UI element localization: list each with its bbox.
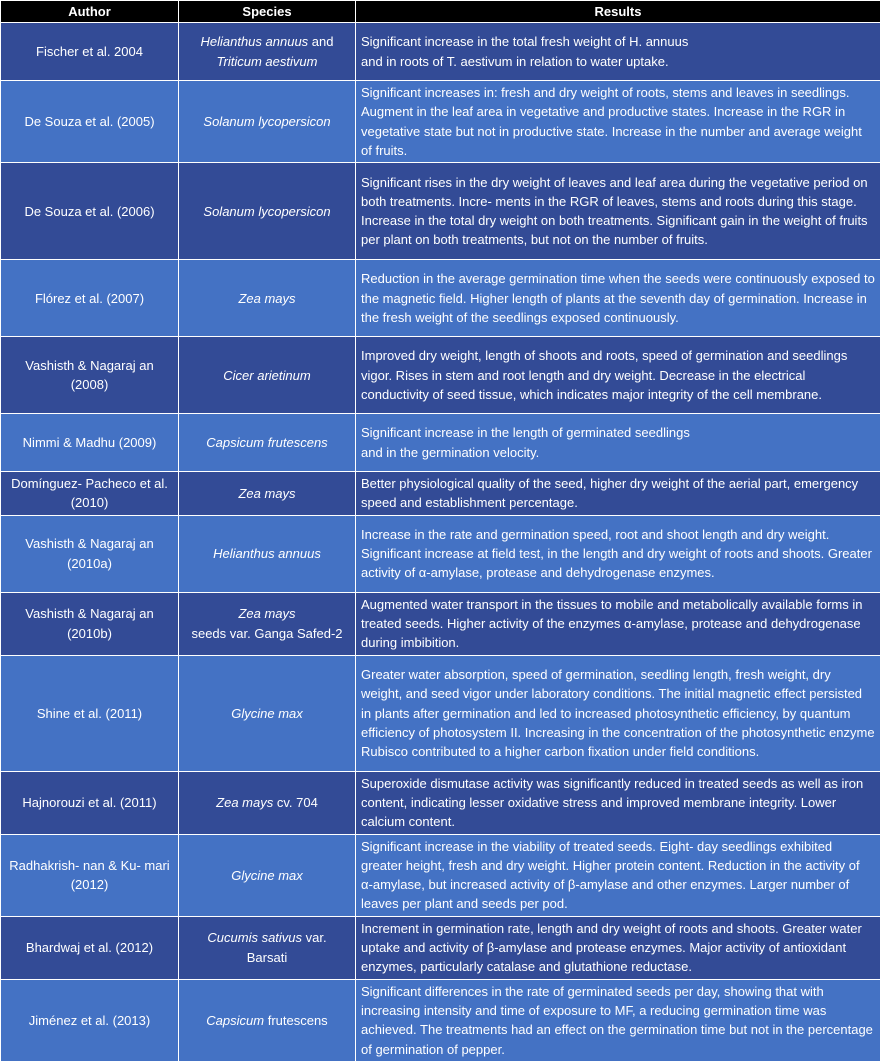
results-cell: Significant increase in the viability of treated seeds. Eight- day seedlings exhibited greater height, fresh and dry weight. Higher protein content. Reduction in the activity of α-amylase, but increased activity of β-amylase and other enzymes. Larger number of leaves per plant and seeds per pod. (356, 834, 880, 916)
author-cell: Radhakrish- nan & Ku- mari (2012) (1, 834, 179, 916)
species-segment: frutescens (264, 1013, 328, 1028)
results-cell: Improved dry weight, length of shoots and roots, speed of germination and seedlings vigor. Rises in stem and root length and dry weight. Decrease in the electrical conductivity of seed tissue, which indicates major integrity of the cell membrane. (356, 337, 880, 414)
table-row (1, 771, 880, 834)
species-segment: Glycine max (231, 706, 303, 721)
species-segment: Solanum lycopersicon (203, 204, 330, 219)
author-cell: Vashisth & Nagaraj an (2010a) (1, 515, 179, 592)
species-segment: Zea mays (216, 795, 273, 810)
author-cell: De Souza et al. (2006) (1, 163, 179, 260)
species-segment: Glycine max (231, 868, 303, 883)
species-cell (179, 337, 356, 414)
results-cell: Superoxide dismutase activity was significantly reduced in treated seeds as well as iron content, indicating lesser oxidative stress and improved membrane integrity. Lower calcium content. (356, 771, 880, 834)
author-cell: Vashisth & Nagaraj an (2010b) (1, 592, 179, 655)
species-segment: and (308, 34, 333, 49)
results-cell: Significant rises in the dry weight of leaves and leaf area during the vegetative period on both treatments. Incre- ments in the RGR of leaves, stems and roots during this stage. Increase in the total dry weight on both treatments. Significant gain in the weight of fruits per plant on both treatments, but not on the number of fruits. (356, 163, 880, 260)
table-row (1, 337, 880, 414)
table-row (1, 23, 880, 81)
table-body (1, 23, 880, 1062)
results-header: Results (356, 1, 880, 23)
results-cell: Significant increase in the total fresh weight of H. annuus and in roots of T. aestivum in relation to water uptake. (356, 23, 880, 81)
table-row (1, 414, 880, 472)
results-cell: Significant differences in the rate of germinated seeds per day, showing that with increasing intensity and time of exposure to MF, a reducing germination time was achieved. The treatments had an effect on the germination time but not in the percentage of germination of pepper. (356, 979, 880, 1061)
species-segment: var. Barsati (247, 930, 327, 964)
species-segment: Triticum aestivum (217, 54, 318, 69)
results-cell: Greater water absorption, speed of germination, seedling length, fresh weight, dry weight, and seed vigor under laboratory conditions. The initial magnetic effect persisted in plants after germination and led to increased photosynthetic efficiency, by quantum efficiency of photosystem II. Increasing in the concentration of the photosynthetic enzyme Rubisco contributed to a higher carbon fixation under field conditions. (356, 655, 880, 771)
species-segment: seeds var. Ganga Safed-2 (191, 626, 342, 641)
author-cell: Jiménez et al. (2013) (1, 979, 179, 1061)
species-segment: Capsicum frutescens (206, 435, 327, 450)
results-cell: Reduction in the average germination time when the seeds were continuously exposed to the magnetic field. Higher length of plants at the seventh day of germination. Increase in the fresh weight of the seedlings exposed continuously. (356, 260, 880, 337)
author-cell: Nimmi & Madhu (2009) (1, 414, 179, 472)
species-segment: Zea mays (238, 606, 295, 621)
results-cell: Better physiological quality of the seed, higher dry weight of the aerial part, emergency speed and establishment percentage. (356, 472, 880, 516)
species-segment: Helianthus annuus (213, 546, 321, 561)
species-cell (179, 916, 356, 979)
table-row (1, 260, 880, 337)
author-cell: Fischer et al. 2004 (1, 23, 179, 81)
table-row (1, 916, 880, 979)
author-cell: De Souza et al. (2005) (1, 81, 179, 163)
species-segment: Cicer arietinum (223, 368, 310, 383)
species-cell (179, 472, 356, 516)
species-cell (179, 592, 356, 655)
species-segment: Helianthus annuus (200, 34, 308, 49)
author-cell: Shine et al. (2011) (1, 655, 179, 771)
table-row (1, 655, 880, 771)
author-cell: Hajnorouzi et al. (2011) (1, 771, 179, 834)
results-cell: Significant increases in: fresh and dry weight of roots, stems and leaves in seedlings. Augment in the leaf area in vegetative and productive states. Increase in the RGR in vegetative state but not in productive state. Increase in the number and average weight of fruits. (356, 81, 880, 163)
table-row (1, 979, 880, 1061)
results-cell: Increase in the rate and germination speed, root and shoot length and dry weight. Significant increase at field test, in the length and dry weight of roots and shoots. Greater activity of α-amylase, protease and dehydrogenase enzymes. (356, 515, 880, 592)
species-cell (179, 979, 356, 1061)
species-cell (179, 260, 356, 337)
species-cell (179, 414, 356, 472)
table-row (1, 472, 880, 516)
species-segment: Zea mays (238, 486, 295, 501)
species-cell (179, 81, 356, 163)
header-row (1, 1, 880, 23)
table-row (1, 515, 880, 592)
author-header: Author (1, 1, 179, 23)
species-cell (179, 515, 356, 592)
species-segment: Cucumis sativus (207, 930, 302, 945)
species-segment: Capsicum (206, 1013, 264, 1028)
results-cell: Increment in germination rate, length and dry weight of roots and shoots. Greater water uptake and activity of β-amylase and protease enzymes. Major activity of antioxidant enzymes, particularly catalase and glutathione reductase. (356, 916, 880, 979)
author-cell: Domínguez- Pacheco et al. (2010) (1, 472, 179, 516)
author-cell: Flórez et al. (2007) (1, 260, 179, 337)
author-cell: Bhardwaj et al. (2012) (1, 916, 179, 979)
species-cell (179, 23, 356, 81)
table-row (1, 834, 880, 916)
author-cell: Vashisth & Nagaraj an (2008) (1, 337, 179, 414)
table-row (1, 81, 880, 163)
species-segment: Solanum lycopersicon (203, 114, 330, 129)
results-cell: Augmented water transport in the tissues to mobile and metabolically available forms in treated seeds. Higher activity of the enzymes α-amylase, protease and dehydrogenase during imbibition. (356, 592, 880, 655)
table-row (1, 592, 880, 655)
species-cell (179, 655, 356, 771)
results-cell: Significant increase in the length of germinated seedlings and in the germination velocity. (356, 414, 880, 472)
species-segment: cv. 704 (273, 795, 318, 810)
species-segment: Zea mays (238, 291, 295, 306)
table-row (1, 163, 880, 260)
species-cell (179, 771, 356, 834)
species-header: Species (179, 1, 356, 23)
species-cell (179, 834, 356, 916)
species-cell (179, 163, 356, 260)
